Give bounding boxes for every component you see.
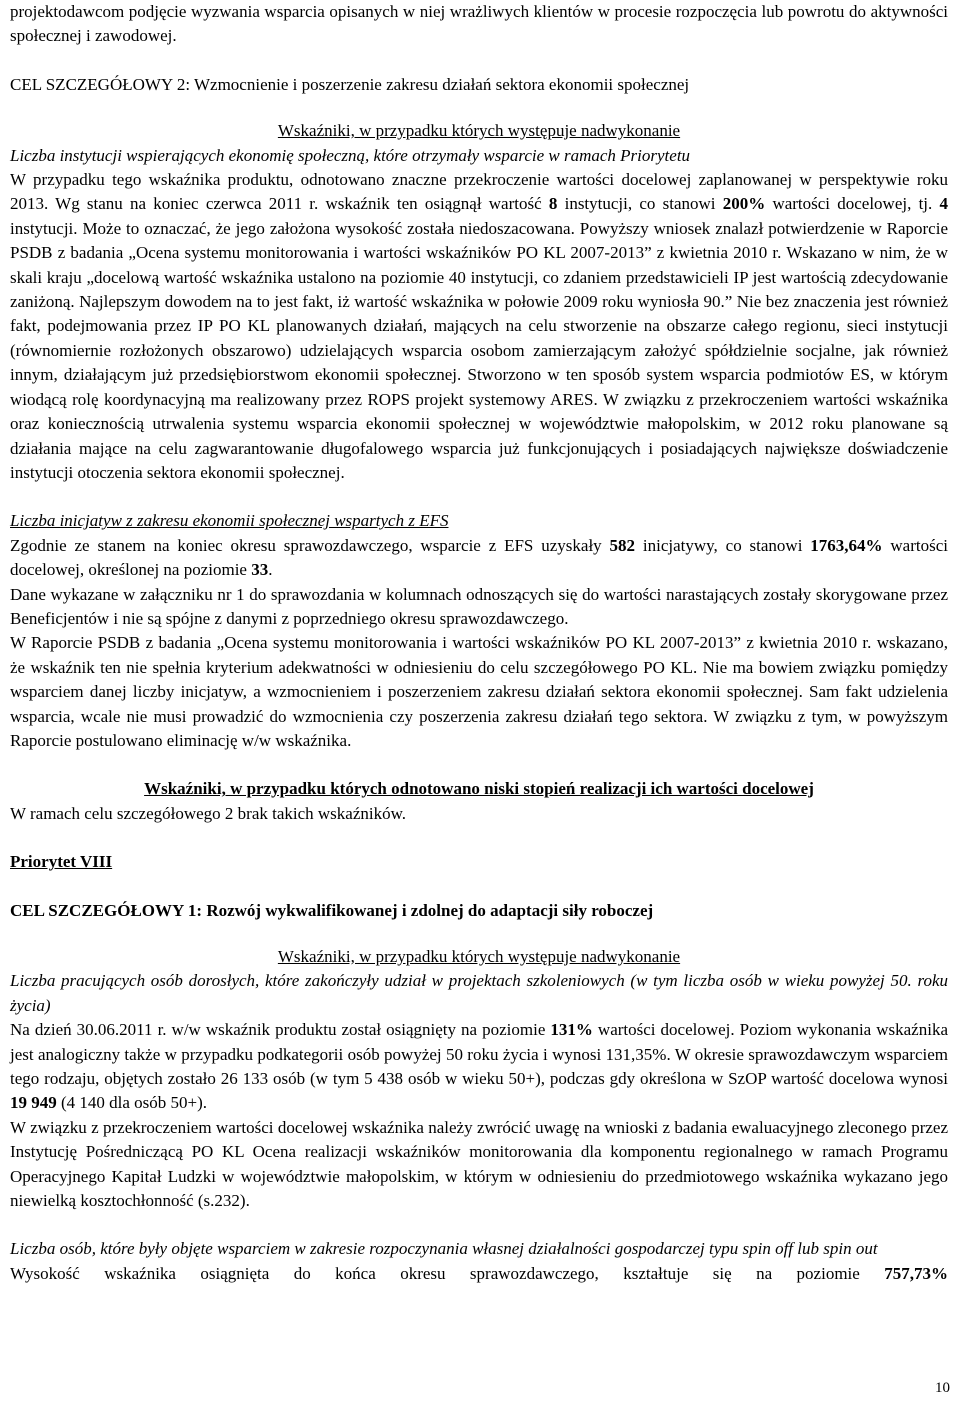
indicator-3-title: Liczba pracujących osób dorosłych, które zakończyły udział w projektach szkoleniowych (w tym liczba osób w wieku powyżej 50. roku życia) [10,971,948,1015]
value-757pct: 757,73% [884,1263,948,1283]
intro-paragraph: projektodawcom podjęcie wyzwania wsparcia opisanych w niej wrażliwych klientów w procesie rozpoczęcia lub powrotu do aktywności społecznej i zawodowej. [10,2,948,46]
text-run: (4 140 dla osób 50+). [56,1093,208,1113]
indicator-3-paragraph-1 [10,1018,948,1116]
overperformance-heading-1: Wskaźniki, w przypadku których występuje nadwykonanie [277,121,681,141]
value-8: 8 [548,194,558,214]
page-number: 10 [935,1380,950,1396]
text-run: inicjatywy, co stanowi [635,535,811,555]
indicator-2-paragraph-1 [10,534,948,583]
indicator-2-paragraph-2: Dane wykazane w załączniku nr 1 do sprawozdania w kolumnach odnoszących się do wartości narastających zostały skorygowane przez Beneficjentów i nie są spójne z danymi z poprzedniego okresu sprawozdawczego. [10,584,948,628]
text-run: instytucji, co stanowi [557,194,723,214]
text-run: . [268,560,273,580]
value-33: 33 [251,560,269,580]
indicator-2-title: Liczba inicjatyw z zakresu ekonomii społecznej wspartych z EFS [10,511,449,531]
indicator-1-title: Liczba instytucji wspierających ekonomię społeczną, które otrzymały wsparcie w ramach Priorytetu [10,145,691,165]
indicator-4-paragraph [10,1262,948,1286]
cel2-heading: CEL SZCZEGÓŁOWY 2: Wzmocnienie i poszerzenie zakresu działań sektora ekonomii społecznej [10,74,690,94]
text-run: Zgodnie ze stanem na koniec okresu sprawozdawczego, wsparcie z EFS uzyskały [10,535,610,555]
cel1-heading: CEL SZCZEGÓŁOWY 1: Rozwój wykwalifikowanej i zdolnej do adaptacji siły roboczej [10,900,654,920]
value-19949: 19 949 [10,1093,57,1113]
overperformance-heading-2: Wskaźniki, w przypadku których występuje nadwykonanie [277,947,681,966]
text-run: instytucji. Może to oznaczać, że jego założona wysokość została niedoszacowana. Powyższy wniosek znalazł potwierdzenie w Raporcie PSDB z badania „Ocena systemu monitorowania i wartości wskaźników PO KL 2007-2013” z kwietnia 2010 r. Wskazano w nim, że w skali kraju „docelową wartość wskaźnika ustalono na poziomie 40 instytucji, co zdaniem przedstawicieli IP jest wartością zdecydowanie zaniżoną. Najlepszym dowodem na to jest fakt, iż wartość wskaźnika w połowie 2009 roku wyniosła 90.” Nie bez znaczenia jest również fakt, podejmowania przez IP PO KL planowanych działań, mających na celu stworzenie na obszarze całego regionu, sieci instytucji (równomiernie rozłożonych obszarowo) udzielających wsparcia osobom zamierzającym założyć spółdzielnie socjalne, jak również innym, działającym już przedsiębiorstwom ekonomii społecznej. Stworzono w ten sposób system wsparcia podmiotów ES, w którym wiodącą rolę koordynacyjną ma realizowany przez ROPS projekt systemowy ARES. W związku z przekroczeniem wartości wskaźnika oraz koniecznością utrwalenia systemu wsparcia ekonomii społecznej w województwie małopolskim, w 2012 roku planowane są działania mające na celu zagwarantowanie długofalowego wsparcia już funkcjonujących i posiadających największe doświadczenie instytucji otoczenia sektora ekonomii społecznej. [10,218,948,482]
priority-8-heading: Priorytet VIII [10,852,113,872]
document-page [10,0,948,1286]
indicator-2-paragraph-3: W Raporcie PSDB z badania „Ocena systemu monitorowania i wartości wskaźników PO KL 2007-2013” z kwietnia 2010 r. wskazano, że wskaźnik ten nie spełnia kryterium adekwatności w odniesieniu do celu szczegółowego PO KL. Nie ma bowiem związku pomiędzy wsparciem danej liczby inicjatyw, a wzmocnieniem i poszerzeniem zakresu działań sektora ekonomii społecznej. Sam fakt udzielenia wsparcia, wcale nie musi prowadzić do wzmocnienia czy poszerzenia zakresu działań tego sektora. W związku z tym, w powyższym Raporcie postulowano eliminację w/w wskaźnika. [10,633,948,750]
low-performance-heading: Wskaźniki, w przypadku których odnotowano niski stopień realizacji ich wartości docelowej [144,779,814,799]
indicator-3-paragraph-2: W związku z przekroczeniem wartości docelowej wskaźnika należy zwrócić uwagę na wnioski z badania ewaluacyjnego zleconego przez Instytucję Pośredniczącą PO KL Ocena realizacji wskaźników monitorowania dla komponentu regionalnego w ramach Programu Operacyjnego Kapitał Ludzki w województwie małopolskim, w którym w odniesieniu do przedmiotowego wskaźnika wykazano jego niewielką kosztochłonność (s.232). [10,1117,948,1211]
text-run: W przypadku tego wskaźnika produktu, odnotowano znaczne przekroczenie wartości docelowej zaplanowanej w perspektywie roku 2013. Wg stanu na koniec czerwca 2011 r. wskaźnik ten osiągnął wartość [10,170,948,214]
indicator-4-title: Liczba osób, które były objęte wsparciem w zakresie rozpoczynania własnej działalności gospodarczej typu spin off lub spin out [10,1239,878,1259]
text-run: wartości docelowej. Poziom wykonania wskaźnika jest analogiczny także w przypadku podkategorii osób powyżej 50 roku życia i wynosi 131,35%. W okresie sprawozdawczym wsparciem tego rodzaju, objętych zostało 26 133 osób (w tym 5 438 osób w wieku 50+), podczas gdy określona w SzOP wartość docelowa wynosi [10,1020,948,1089]
text-run: Wysokość wskaźnika osiągnięta do końca okresu sprawozdawczego, kształtuje się na poziomie [10,1263,885,1283]
text-run: Na dzień 30.06.2011 r. w/w wskaźnik produktu został osiągnięty na poziomie [10,1020,551,1040]
value-131pct: 131% [550,1020,593,1040]
text-run: wartości docelowej, określonej na poziomie [10,535,948,580]
text-run: wartości docelowej, tj. [765,194,940,214]
value-4: 4 [939,194,948,214]
value-200pct: 200% [722,194,766,214]
value-1763pct: 1763,64% [810,535,883,555]
low-performance-paragraph: W ramach celu szczegółowego 2 brak takich wskaźników. [10,803,407,823]
value-582: 582 [609,535,636,555]
indicator-1-paragraph [10,168,948,485]
